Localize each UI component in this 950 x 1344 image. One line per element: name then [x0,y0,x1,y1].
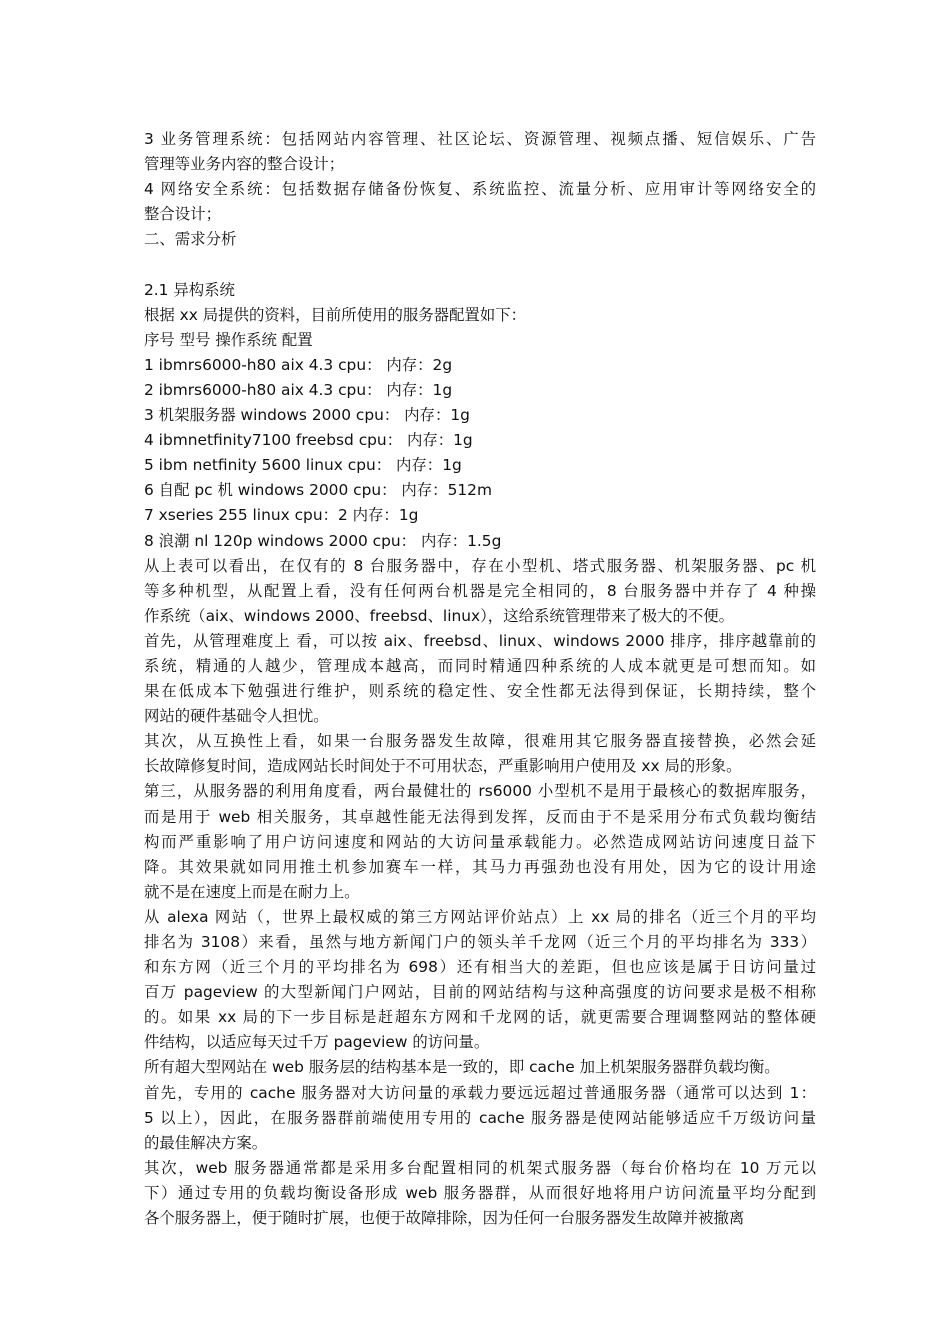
paragraph [144,905,816,1056]
text-line: 4 网络安全系统：包括数据存储备份恢复、系统监控、流量分析、应用审计等网络安全的 [144,180,816,199]
document-body [144,127,816,1231]
text-line: 的最佳解决方案。 [144,1133,268,1152]
text-line: 根据 xx 局提供的资料，目前所使用的服务器配置如下： [144,305,526,324]
text-line: 所有超大型网站在 web 服务层的结构基本是一致的，即 cache 加上机架服务器群负载均衡。 [144,1058,780,1077]
paragraph [144,729,816,779]
text-line: 下）通过专用的负载均衡设备形成 web 服务器群，从而很好地将用户访问流量平均分配到 [144,1183,816,1202]
text-line: 8 浪潮 nl 120p windows 2000 cpu： 内存：1.5g [144,531,502,550]
server-table-row [144,353,816,378]
text-line: 等多种机型，从配置上看，没有任何两台机器是完全相同的，8 台服务器中并存了 4 种操 [144,581,816,600]
server-table-row [144,403,816,428]
text-line: 6 自配 pc 机 windows 2000 cpu： 内存：512m [144,481,492,500]
text-line: 7 xseries 255 linux cpu：2 内存：1g [144,506,419,525]
text-line [144,252,816,277]
text-line: 果在低成本下勉强进行维护，则系统的稳定性、安全性都无法得到保证，长期持续，整个 [144,682,816,701]
text-line: 3 机架服务器 windows 2000 cpu： 内存：1g [144,406,470,425]
text-line: 首先，专用的 cache 服务器对大访问量的承载力要远远超过普通服务器（通常可以达到 1： [144,1083,816,1102]
paragraph [144,1055,816,1080]
text-line: 第三，从服务器的利用角度看，两台最健壮的 rs6000 小型机不是用于最核心的数据库服务， [144,782,816,801]
text-line: 1 ibmrs6000-h80 aix 4.3 cpu： 内存：2g [144,355,453,374]
paragraph [144,177,816,227]
paragraph [144,1081,816,1156]
text-line: 其次，从互换性上看，如果一台服务器发生故障，很难用其它服务器直接替换，必然会延 [144,732,816,751]
section-heading [144,278,816,303]
paragraph [144,303,816,328]
text-line: 2 ibmrs6000-h80 aix 4.3 cpu： 内存：1g [144,380,453,399]
server-table-row [144,478,816,503]
text-line: 5 ibm netfinity 5600 linux cpu： 内存：1g [144,456,462,475]
server-table-row [144,378,816,403]
text-line: 构而严重影响了用户访问速度和网站的大访问量承载能力。必然造成网站访问速度日益下 [144,832,816,851]
server-table-row [144,453,816,478]
text-line: 整合设计； [144,205,221,224]
text-line: 序号 型号 操作系统 配置 [144,330,313,349]
paragraph [144,779,816,904]
text-line: 3 业务管理系统：包括网站内容管理、社区论坛、资源管理、视频点播、短信娱乐、广告 [144,130,816,148]
text-line: 降。其效果就如同用推土机参加赛车一样，其马力再强劲也没有用处，因为它的设计用途 [144,857,816,876]
text-line: 从上表可以看出，在仅有的 8 台服务器中，存在小型机、塔式服务器、机架服务器、pc 机 [144,556,816,575]
paragraph [144,1156,816,1231]
server-table-row [144,328,816,353]
text-line: 百万 pageview 的大型新闻门户网站，目前的网站结构与这种高强度的访问要求是极不相称 [144,983,816,1002]
text-line: 二、需求分析 [144,230,237,249]
text-line: 首先，从管理难度上 看，可以按 aix、freebsd、linux、windows 2000 排序，排序越靠前的 [144,631,816,650]
text-line: 各个服务器上，便于随时扩展，也便于故障排除，因为任何一台服务器发生故障并被撤离 [144,1209,745,1228]
text-line: 和东方网（近三个月的平均排名为 698）还有相当大的差距，但也应该是属于日访问量过 [144,958,816,977]
paragraph [144,554,816,629]
text-line: 件结构，以适应每天过千万 pageview 的访问量。 [144,1033,490,1052]
server-table-row [144,503,816,528]
text-line: 排名为 3108）来看，虽然与地方新闻门户的领头羊千龙网（近三个月的平均排名为 333） [144,933,816,951]
text-line: 其次，web 服务器通常都是采用多台配置相同的机架式服务器（每台价格均在 10 万元以 [144,1158,816,1177]
text-line: 而是用于 web 相关服务，其卓越性能无法得到发挥，反而由于不是采用分布式负载均衡结 [144,807,816,826]
text-line: 的。如果 xx 局的下一步目标是赶超东方网和千龙网的话，就更需要合理调整网站的整体硬 [144,1008,816,1027]
paragraph [144,629,816,729]
text-line: 长故障修复时间，造成网站长时间处于不可用状态，严重影响用户使用及 xx 局的形象。 [144,757,742,776]
text-line: 作系统（aix、windows 2000、freebsd、linux），这给系统管理带来了极大的不便。 [144,606,735,625]
text-line: 管理等业务内容的整合设计； [144,155,345,174]
text-line: 从 alexa 网站（，世界上最权威的第三方网站评价站点）上 xx 局的排名（近三个月的平均 [144,907,816,926]
server-table-row [144,529,816,554]
section-heading [144,227,816,252]
text-line: 5 以上），因此，在服务器群前端使用专用的 cache 服务器是使网站能够适应千万级访问量 [144,1108,816,1127]
text-line: 4 ibmnetfinity7100 freebsd cpu： 内存：1g [144,431,473,450]
text-line: 系统，精通的人越少，管理成本越高，而同时精通四种系统的人成本就更是可想而知。如 [144,656,816,675]
text-line: 就不是在速度上而是在耐力上。 [144,882,360,901]
text-line: 网站的硬件基础令人担忧。 [144,707,329,726]
paragraph [144,127,816,177]
text-line: 2.1 异构系统 [144,280,235,299]
server-table-row [144,428,816,453]
blank-line [144,252,816,277]
